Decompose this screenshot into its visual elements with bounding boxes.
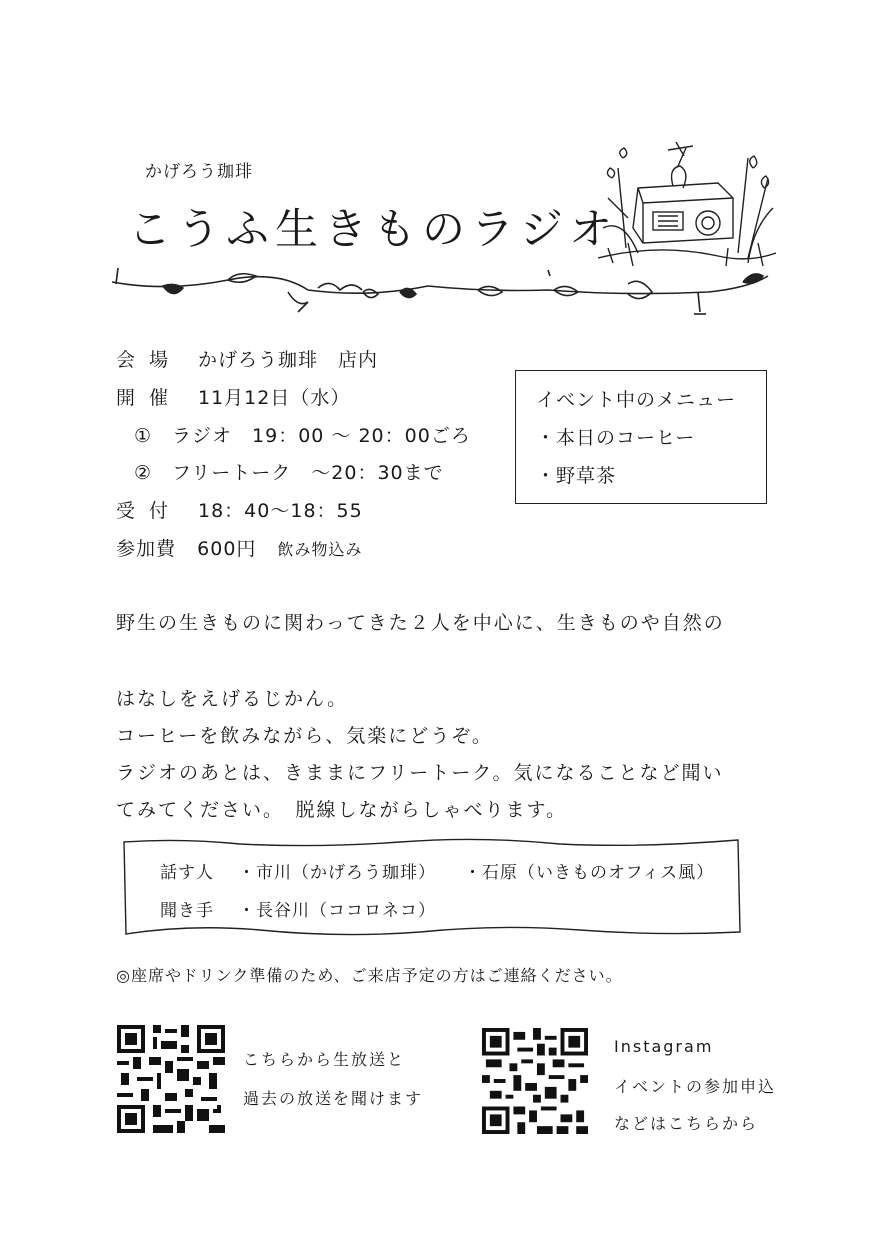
fee-row [116,534,363,561]
qr-right-line-3: などはこちらから [614,1114,759,1133]
instagram-qr-code-icon[interactable] [482,1028,588,1134]
qr-left-line-1: こちらから生放送と [243,1050,406,1069]
body-line-5: てみてください。 脱線しながらしゃべります。 [116,799,567,821]
qr-right-line-2: イベントの参加申込 [614,1077,777,1096]
menu-item-coffee: ・本日のコーヒー [536,427,696,449]
date-value: 11月12日（水） [198,387,351,409]
reception-row [116,496,363,523]
listener-label: 聞き手 [160,901,214,921]
listener-hasegawa: ・長谷川（ココロネコ） [238,901,436,921]
qr-left-line-2: 過去の放送を聞けます [243,1089,424,1108]
fee-label: 参加費 [116,538,177,560]
vine-border-icon [108,262,778,322]
date-row [116,383,350,410]
qr-code-icon[interactable] [117,1025,225,1133]
reservation-note: ◎座席やドリンク準備のため、ご来店予定の方はご連絡ください。 [116,966,623,985]
venue-label: 会場 [116,349,183,371]
reception-label: 受付 [116,500,183,522]
body-line-3: コーヒーを飲みながら、気楽にどうぞ。 [116,725,493,747]
schedule-item-radio: ① ラジオ 19：00 〜 20：00ごろ [134,425,471,447]
talker-label: 話す人 [160,863,214,883]
body-line-4: ラジオのあとは、きままにフリートーク。気になることなど聞い [116,762,724,784]
body-line-2: はなしをえげるじかん。 [116,688,349,710]
fee-value: 600円 [197,538,257,560]
talker-ichikawa: ・市川（かげろう珈琲） [238,863,436,883]
menu-box [515,370,767,504]
radio-illustration-icon [598,138,778,273]
fee-note: 飲み物込み [277,540,363,559]
qr-right-line-1: Instagram [614,1037,714,1056]
menu-item-tea: ・野草茶 [536,465,617,487]
menu-title: イベント中のメニュー [536,389,737,411]
shop-name: かげろう珈琲 [145,162,253,182]
body-line-1: 野生の生きものに関わってきた２人を中心に、生きものや自然の [116,612,725,634]
venue-row [116,345,378,372]
speakers-box-border [120,836,742,938]
talker-ishihara: ・石原（いきものオフィス風） [464,863,715,883]
reception-value: 18：40〜18：55 [198,500,363,522]
event-title: こうふ生きものラジオ [128,205,618,255]
schedule-item-freetalk: ② フリートーク 〜20：30まで [134,462,444,484]
date-label: 開催 [116,387,183,409]
venue-value: かげろう珈琲 店内 [198,349,379,371]
